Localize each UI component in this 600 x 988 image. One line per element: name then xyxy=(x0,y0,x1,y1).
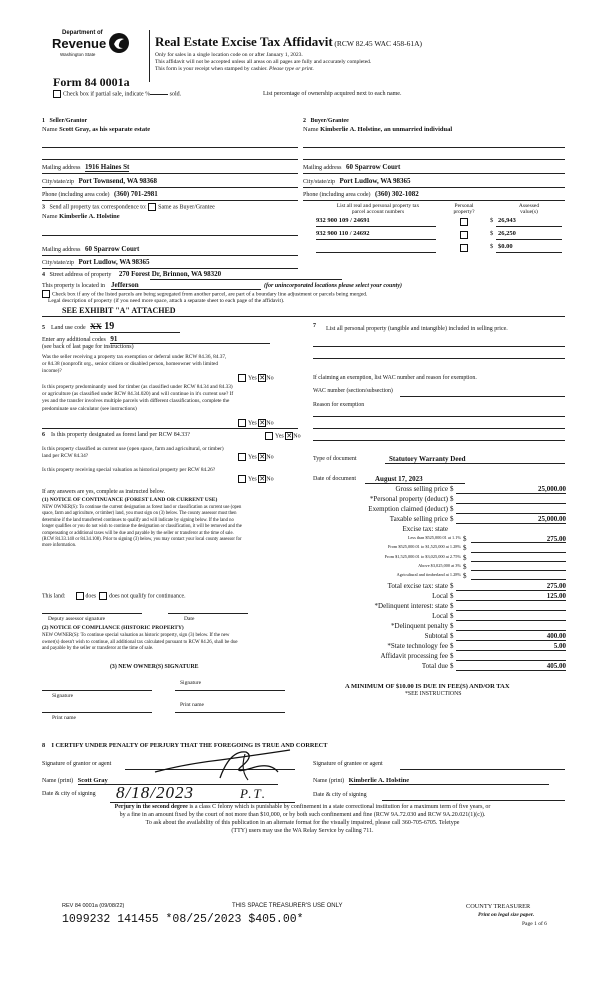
calc-row-line xyxy=(456,670,566,671)
calc-row-value[interactable]: 275.00 xyxy=(546,535,566,543)
exhibit-attached[interactable]: SEE EXHIBIT "A" ATTACHED xyxy=(62,306,176,315)
dollar-sign: $ xyxy=(450,651,454,660)
parcels-col1-l1: List all real and personal property tax xyxy=(336,203,420,209)
calc-row xyxy=(313,562,573,571)
see-instructions: *SEE INSTRUCTIONS xyxy=(405,691,462,697)
dollar-sign: $ xyxy=(450,601,454,610)
dollar-sign: $ xyxy=(463,562,467,571)
calc-row xyxy=(313,621,573,631)
owner-signature-label: Signature xyxy=(52,693,74,699)
perjury-notice: Perjury in the second degree is a class C felony which is punishable by confinement in a state correctional institution for a maximum term of five years, or by a fine in an amount fixed by the court of not more than $10,000, or by both such confinement and fine (RCW 9A.72.030 and RCW 9A.20.021(1)(c)). To ask about the availability of this publication in an alternate format for the visually impaired, please call 360-705-6705. Teletype (TTY) users may use the WA Relay Service by calling 711. xyxy=(114,804,491,834)
header-note3-row: This form is your receipt when stamped by cashier. Please type or print. xyxy=(155,66,314,72)
dor-logo xyxy=(52,30,134,68)
tax-corr-mailing[interactable]: 60 Sparrow Court xyxy=(85,245,140,253)
yes-checkbox[interactable] xyxy=(238,374,246,382)
partial-sale-row: Check box if partial sale, indicate % sold. xyxy=(53,90,181,98)
dollar-sign: $ xyxy=(463,535,467,543)
land-use-q1: Was the seller receiving a property tax exemption or deferral under RCW 84.36, 84.37, or 84.38 (nonprofit org., senior citizen or disabled person, homeowner with limited income)? xyxy=(42,354,227,375)
form-revision: REV 84 0001a (09/08/22) xyxy=(62,903,125,909)
calc-row-label: Gross selling price xyxy=(395,485,448,493)
calc-row xyxy=(313,534,573,543)
header-note1: Only for sales in a single location code on or after January 1, 2023. xyxy=(155,52,303,58)
certify-row: 8 I CERTIFY UNDER PENALTY OF PERJURY THAT THE FOREGOING IS TRUE AND CORRECT xyxy=(42,742,328,749)
dollar-sign: $ xyxy=(450,505,454,513)
additional-codes-row: Enter any additional codes 91 xyxy=(42,335,270,344)
personal-property-checkbox[interactable] xyxy=(460,218,468,226)
calc-row-label: Total excise tax: state xyxy=(387,581,448,590)
forest-q1-answer: Yes ✕No xyxy=(265,432,301,440)
grantor-city-handwritten[interactable]: P.T. xyxy=(240,786,268,801)
doc-type-row: Type of document xyxy=(313,456,357,462)
yes-checkbox[interactable] xyxy=(238,419,246,427)
does-checkbox[interactable] xyxy=(76,592,84,600)
form-number: Form 84 0001a xyxy=(53,75,130,89)
calc-row-label: Affidavit processing fee xyxy=(380,651,448,660)
segregated-row: Check box if any of the listed parcels are being segregated from another parcel, are part of a boundary line adjustment or parcels being merged. xyxy=(42,290,367,298)
calc-row xyxy=(313,494,573,504)
buyer-mailing-row: Mailing address 60 Sparrow Court xyxy=(303,163,401,171)
calc-row xyxy=(313,641,573,651)
calc-row-value[interactable]: 400.00 xyxy=(546,631,566,640)
dollar-sign: $ xyxy=(450,591,454,600)
calc-row xyxy=(313,611,573,621)
owner-signature-label-2: Signature xyxy=(180,680,202,686)
print-note: Print on legal size paper. xyxy=(478,912,535,918)
dollar-sign: $ xyxy=(463,544,467,553)
calc-row xyxy=(313,504,573,514)
calc-row xyxy=(313,601,573,611)
tax-corr-mailing-row: Mailing address 60 Sparrow Court xyxy=(42,245,140,253)
grantor-print-name[interactable]: Scott Gray xyxy=(78,777,278,785)
calc-row-value[interactable]: 25,000.00 xyxy=(538,515,566,523)
buyer-name-row: Name Kimberlie A. Holstine, an unmarried individual xyxy=(303,126,453,133)
owner-print-name-label-2: Print name xyxy=(180,702,204,708)
see-back: (see back of last page for instructions) xyxy=(42,344,134,350)
forest-q1-row: 6 Is this property designated as forest land per RCW 84.33? xyxy=(42,432,190,438)
buyer-mailing[interactable]: 60 Sparrow Court xyxy=(346,163,401,171)
calc-row-label: Agricultural and timberland at 1.28% xyxy=(396,572,461,578)
calc-row-label: Exemption claimed (deduct) xyxy=(368,505,448,513)
grantee-sig-label: Signature of grantee or agent xyxy=(313,761,383,767)
personal-property-checkbox[interactable] xyxy=(460,244,468,252)
buyer-name[interactable]: Kimberlie A. Holstine, an unmarried individual xyxy=(320,126,453,133)
no-checkbox-checked[interactable]: ✕ xyxy=(259,453,266,461)
parcel-number[interactable]: 932 900 109 / 24691 xyxy=(316,217,370,224)
calc-row-label: *Delinquent interest: state xyxy=(374,601,448,610)
calc-row xyxy=(313,484,573,494)
property-county[interactable]: Jefferson xyxy=(111,281,261,290)
seller-phone-row: Phone (including area code) (360) 701-2981 xyxy=(42,190,158,198)
dollar-sign: $ xyxy=(463,572,467,581)
reason-row: Reason for exemption xyxy=(313,402,365,408)
land-use-q2-answer: Yes ✕No xyxy=(238,419,274,427)
personal-property-row: 7 xyxy=(313,323,316,329)
yes-checkbox[interactable] xyxy=(238,475,246,483)
tax-calculation-table xyxy=(313,484,573,670)
calc-row xyxy=(313,581,573,591)
form-title-ref: (RCW 82.45 WAC 458-61A) xyxy=(334,39,423,48)
dor-swirl-icon xyxy=(108,32,130,54)
notice2-title: (2) NOTICE OF COMPLIANCE (HISTORIC PROPERTY) xyxy=(42,625,184,631)
no-checkbox-checked[interactable]: ✕ xyxy=(259,419,266,427)
grantor-name-row: Name (print) Scott Gray xyxy=(42,777,278,785)
dept-line2: Revenue xyxy=(52,36,107,51)
grantor-date-handwritten[interactable]: 8/18/2023 xyxy=(116,783,194,802)
calc-row-label: Total due xyxy=(421,661,448,670)
dollar-sign: $ xyxy=(450,485,454,493)
treasurer-space: THIS SPACE TREASURER'S USE ONLY xyxy=(232,903,343,909)
perjury-bold: Perjury in the second degree xyxy=(114,804,188,810)
additional-codes[interactable]: 91 xyxy=(110,335,270,344)
seller-phone[interactable]: (360) 701-2981 xyxy=(113,190,158,198)
dollar-sign: $ xyxy=(450,631,454,640)
calc-row-label: Local xyxy=(432,591,448,600)
property-street[interactable]: 270 Forest Dr, Brinnon, WA 98320 xyxy=(118,270,222,278)
calc-row-label: Local xyxy=(432,611,448,620)
treasurer-stamp: 1099232 141455 *08/25/2023 $405.00* xyxy=(62,913,304,926)
calc-row-value[interactable]: 275.00 xyxy=(546,581,566,590)
dollar-sign: $ xyxy=(450,661,454,670)
calc-row-label: *State technology fee xyxy=(387,641,448,650)
land-use-q1-answer: Yes ✕No xyxy=(238,374,274,382)
calc-row-label: Above $3,025,000 at 3% xyxy=(418,562,461,568)
dollar-sign: $ xyxy=(463,553,467,562)
parcel-row: $ $0.00 xyxy=(308,242,568,255)
dept-line3: Washington State xyxy=(60,52,96,57)
this-land-row: This land: does does not qualify for continuance. xyxy=(42,593,186,600)
form-title-row xyxy=(155,34,422,50)
grantee-date-row: Date & city of signing xyxy=(313,792,367,798)
dollar-sign: $ xyxy=(450,581,454,590)
located-row: This property is located in Jefferson (for unincorporated locations please select your county) xyxy=(42,281,402,289)
calc-row xyxy=(313,651,573,661)
calc-row-label: From $525,000.01 to $1,525,000 at 1.28% xyxy=(387,544,461,550)
forest-q2: Is this property classified as current use (open space, farm and agricultural, or timber) land per RCW 84.34? xyxy=(42,446,224,460)
ownership-note: List percentage of ownership acquired next to each name. xyxy=(263,91,402,97)
doc-date-row: Date of document xyxy=(313,476,356,482)
seller-name-row: Name Scott Gray, as his separate estate xyxy=(42,126,151,133)
forest-q3-answer: Yes ✕No xyxy=(238,475,274,483)
yes-checkbox[interactable] xyxy=(265,432,273,440)
forest-q3: Is this property receiving special valuation as historical property per RCW 84.26? xyxy=(42,467,216,473)
calc-row xyxy=(313,591,573,601)
dollar-sign: $ xyxy=(450,515,454,523)
seller-mailing[interactable]: 1916 Haines St xyxy=(85,163,130,171)
calc-row xyxy=(313,524,573,534)
calc-row-label: Taxable selling price xyxy=(389,515,448,523)
land-use-q2: Is this property predominantly used for timber (as classified under RCW 84.34 and 84.33) or agriculture (as classified under RCW 84.34.020) and will continue in it's current use? If yes and the transfer involves multiple parcels with different classifications, complete the predominate use calculator (see instructions) xyxy=(42,384,234,412)
grantor-date-row: Date & city of signing xyxy=(42,791,96,797)
if-yes-note: If any answers are yes, complete as instructed below. xyxy=(42,489,165,495)
notice2-text: NEW OWNER(S): To continue special valuation as historic property, sign (3) below. If the new owner(s) doesn't wish to continue, all additional tax calculated pursuant to RCW 84.26, shall be due and payable by the seller or transferor at the time of sale. xyxy=(42,633,238,652)
legal-note: Legal description of property (if you need more space, attach a separate sheet to each page of the affidavit). xyxy=(48,298,285,304)
deputy-date-label: Date xyxy=(184,616,195,622)
tax-corr-city-row: City/state/zip Port Ludlow, WA 98365 xyxy=(42,258,150,266)
segregated-checkbox[interactable] xyxy=(42,290,50,298)
calc-row xyxy=(313,514,573,524)
parcel-row: 932 900 110 / 24692 $ 26,250 xyxy=(308,229,568,242)
new-owner-sig-title: (3) NEW OWNER(S) SIGNATURE xyxy=(110,664,199,670)
partial-sale-checkbox[interactable] xyxy=(53,90,61,98)
county-treasurer: COUNTY TREASURER xyxy=(466,903,531,910)
doc-type[interactable]: Statutory Warranty Deed xyxy=(385,455,565,464)
calc-row-value[interactable]: 25,000.00 xyxy=(538,485,566,493)
buyer-heading: 2 Buyer/Grantee xyxy=(303,118,349,124)
certify-text: I CERTIFY UNDER PENALTY OF PERJURY THAT THE FOREGOING IS TRUE AND CORRECT xyxy=(51,742,328,749)
calc-row xyxy=(313,571,573,580)
calc-row-value[interactable]: 125.00 xyxy=(546,591,566,600)
calc-row-label: Subtotal xyxy=(424,631,448,640)
street-row: 4 Street address of property 270 Forest Dr, Brinnon, WA 98320 xyxy=(42,270,222,278)
wac-row: WAC number (section/subsection) xyxy=(313,388,393,394)
calc-row xyxy=(313,631,573,641)
personal-property-label: List all personal property (tangible and intangible) included in selling price. xyxy=(326,326,508,332)
grantor-sig-label: Signature of grantor or agent xyxy=(42,761,112,767)
buyer-city[interactable]: Port Ludlow, WA 98365 xyxy=(339,177,411,185)
parcels-col1-l2: parcel account numbers xyxy=(351,209,405,215)
buyer-phone[interactable]: (360) 302-1082 xyxy=(374,190,419,198)
parcel-value[interactable]: 26,943 xyxy=(498,217,516,224)
calc-row xyxy=(313,553,573,562)
seller-city-row: City/state/zip Port Townsend, WA 98368 xyxy=(42,177,157,185)
page-number: Page 1 of 6 xyxy=(522,921,547,927)
tax-corr-city[interactable]: Port Ludlow, WA 98365 xyxy=(78,258,150,266)
tax-corr-row: 3 Send all property tax correspondence to: Same as Buyer/Grantee xyxy=(42,204,215,211)
calc-row-value[interactable]: 405.00 xyxy=(546,661,566,670)
notice1-title: (1) NOTICE OF CONTINUANCE (FOREST LAND OR CURRENT USE) xyxy=(42,497,218,503)
dollar-sign: $ xyxy=(450,621,454,630)
exemption-note: If claiming an exemption, list WAC number and reason for exemption. xyxy=(313,375,477,381)
calc-row-label: *Personal property (deduct) xyxy=(369,495,448,503)
seller-name[interactable]: Scott Gray, as his separate estate xyxy=(59,126,151,133)
dollar-sign: $ xyxy=(450,495,454,503)
personal-property-checkbox[interactable] xyxy=(460,231,468,239)
no-checkbox-checked[interactable]: ✕ xyxy=(259,374,266,382)
land-use-strike: XX xyxy=(90,322,102,331)
header-note2: This affidavit will not be accepted unless all areas on all pages are fully and accurately completed. xyxy=(155,59,372,65)
buyer-phone-row: Phone (including area code) (360) 302-1082 xyxy=(303,190,419,198)
parcels-table: List all real and personal property tax parcel account numbers Personal property? Assessed value(s) 932 900 109 / 24691 $ 26,943 932 900 110 / 24692 $ 26,250 $ $0.00 xyxy=(308,203,568,281)
deputy-sig-label: Deputy assessor signature xyxy=(48,616,106,622)
same-as-buyer-checkbox[interactable] xyxy=(148,203,156,211)
seller-city[interactable]: Port Townsend, WA 98368 xyxy=(78,177,157,185)
notice1-text: NEW OWNER(S): To continue the current designation as forest land or classification as current use (open space, farm and agriculture, or timber) land, you must sign on (3) below. The county assessor must then determine if the land transferred continues to qualify and will indicate by signing below. If the land no longer qualifies or you do not wish to continue the designation or classification, it will be removed and the compensating or additional taxes will be due and payable by the seller or transferor at the time of sale. (RCW 84.33.140 or 84.34.108). Prior to signing (3) below, you may contact your local county assessor for more information. xyxy=(42,505,242,549)
calc-row-value[interactable]: 5.00 xyxy=(553,641,566,650)
dollar-sign: $ xyxy=(450,611,454,620)
grantee-name-row: Name (print) Kimberlie A. Holstine xyxy=(313,777,549,785)
owner-print-name-label: Print name xyxy=(52,715,76,721)
grantee-print-name[interactable]: Kimberlie A. Holstine xyxy=(349,777,549,785)
buyer-city-row: City/state/zip Port Ludlow, WA 98365 xyxy=(303,177,411,185)
dollar-sign: $ xyxy=(450,641,454,650)
tax-corr-name-row: Name Kimberlie A. Holstine xyxy=(42,213,120,220)
minimum-note: A MINIMUM OF $10.00 IS DUE IN FEE(S) AND/OR TAX xyxy=(345,683,510,690)
parcel-row: 932 900 109 / 24691 $ 26,943 xyxy=(308,216,568,229)
calc-row-label: Excise tax: state xyxy=(402,525,448,533)
seller-mailing-row: Mailing address 1916 Haines St xyxy=(42,163,130,171)
forest-q2-answer: Yes ✕No xyxy=(238,453,274,461)
parcel-value[interactable]: $0.00 xyxy=(498,243,513,250)
yes-checkbox[interactable] xyxy=(238,453,246,461)
does-not-checkbox[interactable] xyxy=(99,592,107,600)
form-title: Real Estate Excise Tax Affidavit xyxy=(155,34,333,49)
no-checkbox-checked[interactable]: ✕ xyxy=(286,432,293,440)
doc-date[interactable]: August 17, 2023 xyxy=(365,475,465,484)
land-use-code[interactable]: 19 xyxy=(104,321,115,332)
tax-corr-name[interactable]: Kimberlie A. Holstine xyxy=(59,213,120,220)
calc-row xyxy=(313,661,573,671)
calc-row-label: Less than $525,000.01 at 1.1% xyxy=(407,535,461,540)
calc-row-label: From $1,525,000.01 to $3,025,000 at 2.75% xyxy=(384,553,461,559)
land-use-row: 5 Land use code XX 19 xyxy=(42,321,180,333)
dept-line1: Department of xyxy=(62,30,103,36)
parcel-value[interactable]: 26,250 xyxy=(498,230,516,237)
parcel-number[interactable]: 932 900 110 / 24692 xyxy=(316,230,370,237)
calc-row xyxy=(313,543,573,552)
seller-heading: 1 Seller/Grantor xyxy=(42,118,88,124)
calc-row-label: *Delinquent penalty xyxy=(391,621,448,630)
no-checkbox-checked[interactable]: ✕ xyxy=(259,475,266,483)
